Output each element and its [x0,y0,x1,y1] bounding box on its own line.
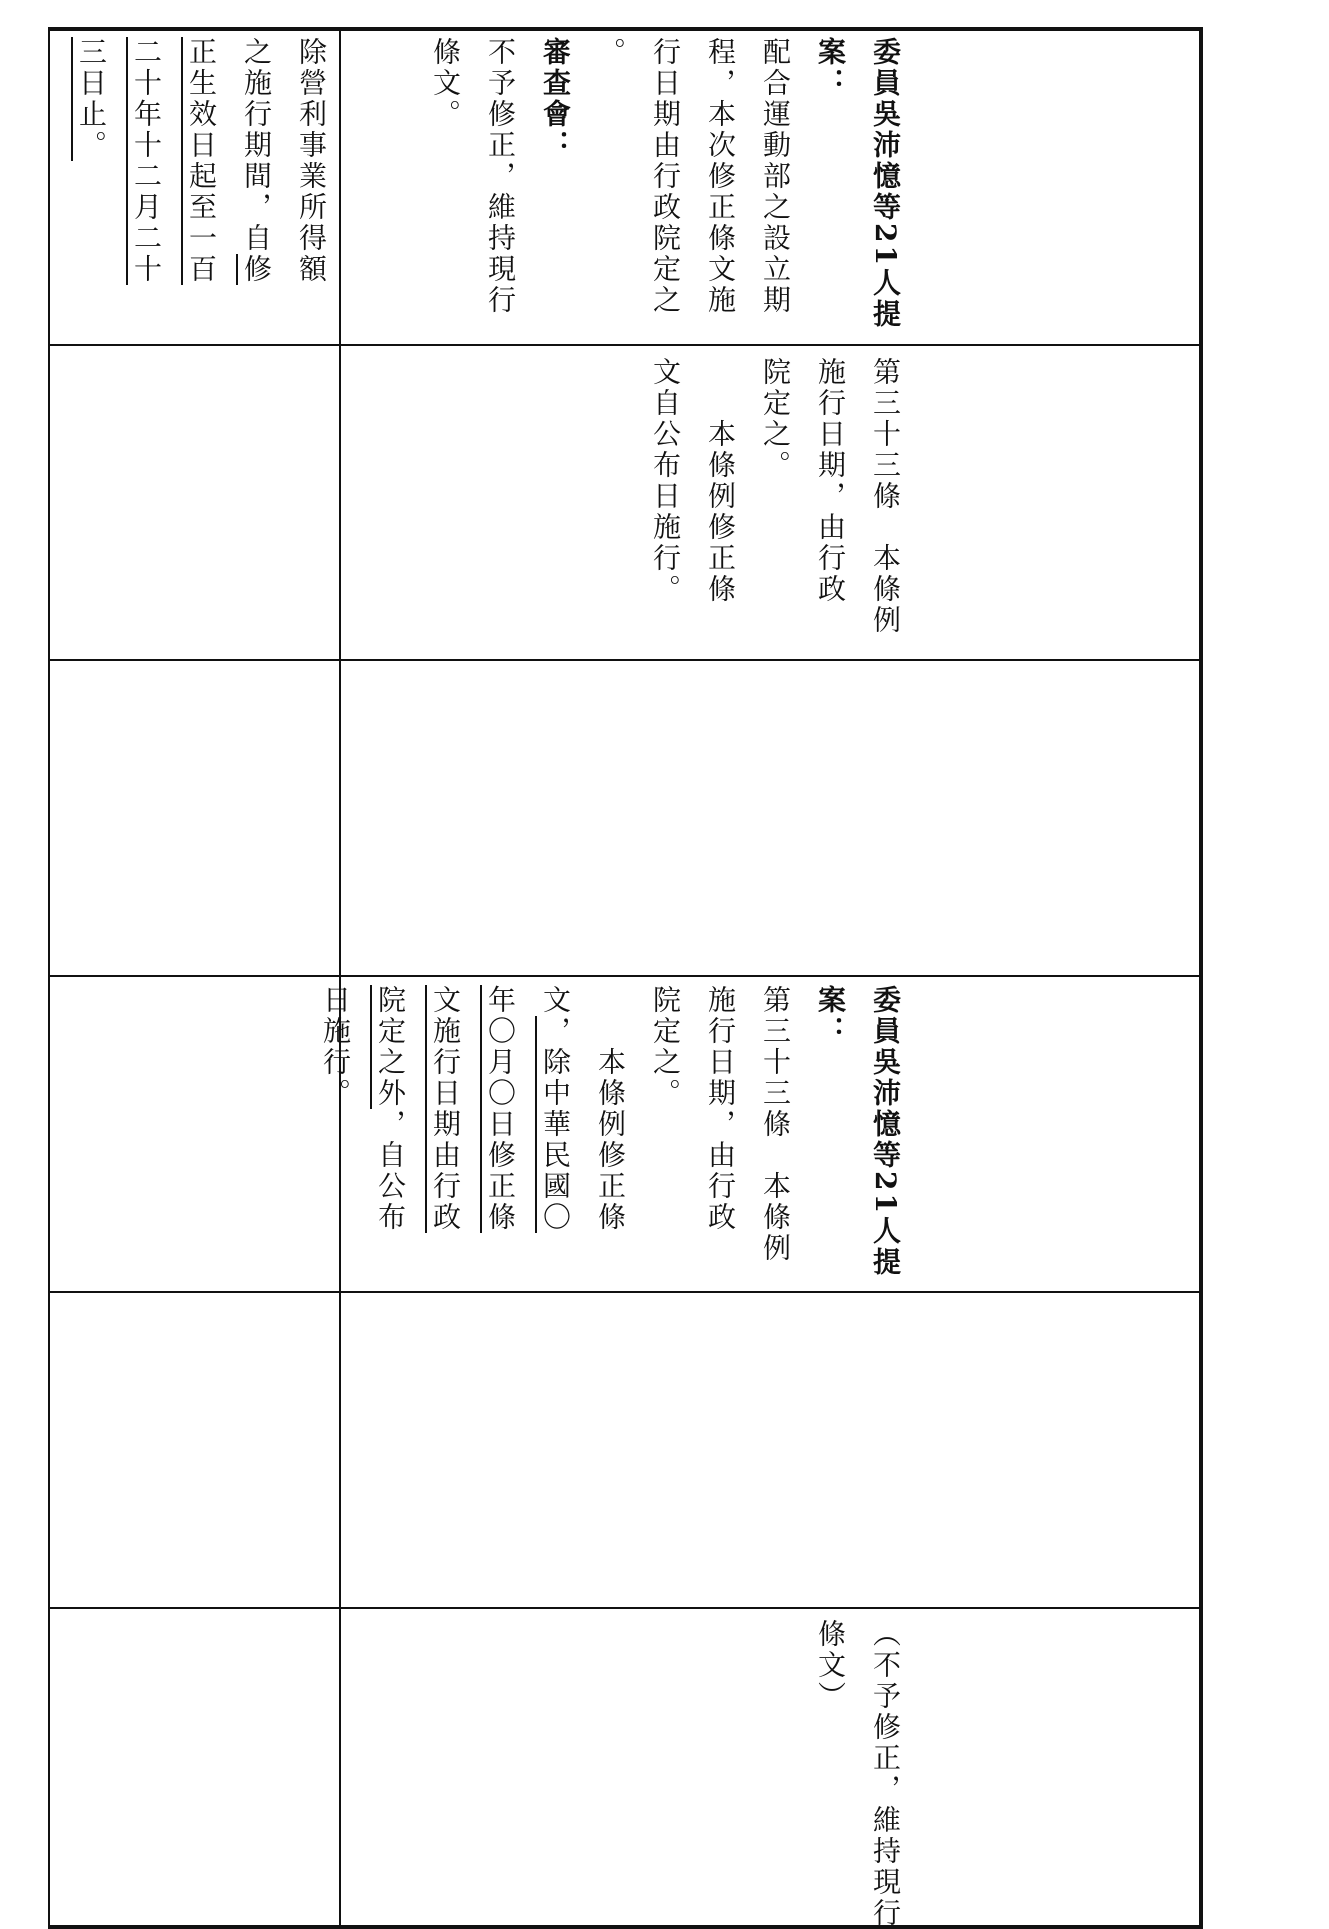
text-line: 第三十三條 本條例 [869,357,902,636]
cell-row6-right [803,1619,913,1929]
proposer-heading: 委員吳沛憶等21人提 [869,985,902,1278]
row-divider-1 [48,344,1203,346]
text-line: 二十年十二月二十 [130,37,163,285]
proposer-heading: 委員吳沛憶等21人提 [869,37,902,330]
text-line: 本條例修正條 [704,418,737,605]
text-line: 不予修正，維持現行 [484,37,517,316]
text-line: 。 [594,37,627,68]
cell-row4-right [308,985,913,1278]
comparison-table [48,27,1203,1929]
text-line: 文自公布日施行。 [649,357,682,605]
table-border-top [48,27,1203,31]
text-line: 條文） [814,1619,847,1712]
table-border-right [1199,27,1203,1929]
text-line: 文施行日期由行政 [429,985,462,1233]
text-line: 第三十三條 本條例 [759,985,792,1264]
text-line: 年〇月〇日修正條 [484,985,517,1233]
text-line: 行日期由行政院定之 [649,37,682,316]
text-line: 條文。 [429,37,462,130]
cell-row2-right [638,357,913,636]
text-line: 三日止。 [75,37,108,161]
text-line: 院定之。 [649,985,682,1109]
text-line: 院定之外，自公布 [374,985,407,1233]
row-divider-3 [48,975,1203,977]
text-line: 日施行。 [319,985,352,1109]
text-line: （不予修正，維持現行 [869,1619,902,1929]
table-border-left [48,27,50,1929]
row-divider-4 [48,1291,1203,1293]
cell-row1-left [64,37,339,285]
proposer-heading: 案： [814,985,847,1047]
row-divider-2 [48,659,1203,661]
text-line: 施行日期，由行政 [814,357,847,605]
text-line: 本條例修正條 [594,1046,627,1233]
text-line: 之施行期間，自修 [240,37,273,285]
row-divider-5 [48,1607,1203,1609]
text-line: 施行日期，由行政 [704,985,737,1233]
table-border-bottom [48,1925,1203,1929]
column-divider [339,27,341,1929]
cell-row1-right [418,37,913,330]
text-line: 正生效日起至一百 [185,37,218,285]
text-line: 配合運動部之設立期 [759,37,792,316]
text-line: 除營利事業所得額 [295,37,328,285]
text-line: 文，除中華民國〇 [539,985,572,1233]
proposer-heading: 案： [814,37,847,99]
text-line: 程，本次修正條文施 [704,37,737,316]
text-line: 院定之。 [759,357,792,481]
review-heading: 審查會： [539,37,572,161]
